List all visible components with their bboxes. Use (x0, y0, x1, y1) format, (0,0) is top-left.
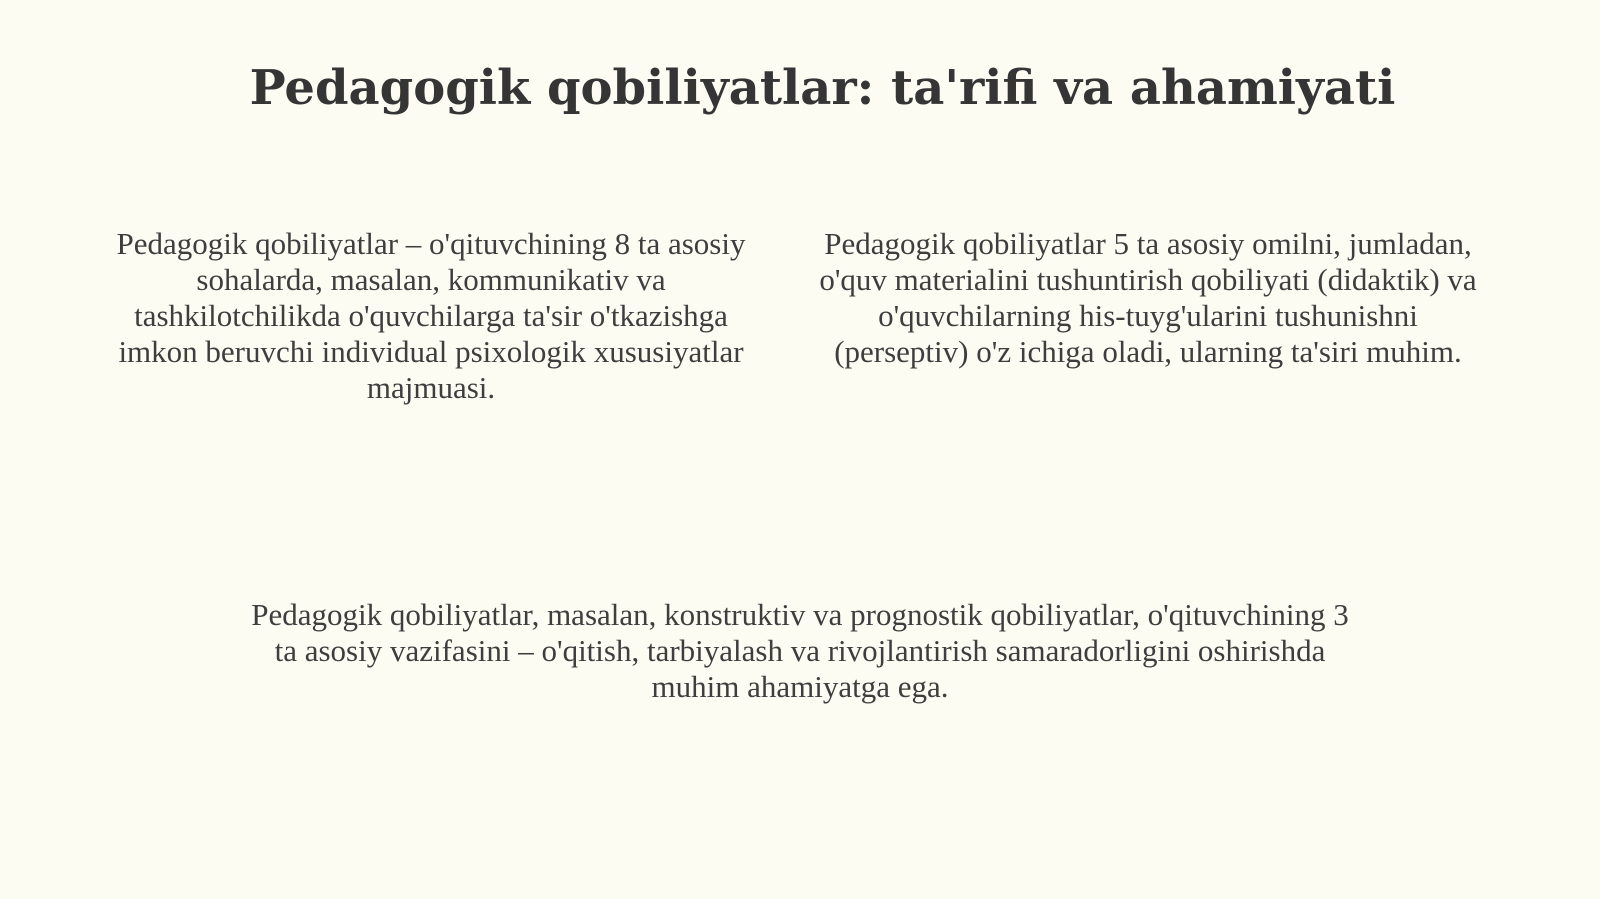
paragraph-definition: Pedagogik qobiliyatlar – o'qituvchining 8 ta asosiy sohalarda, masalan, kommunikativ va tashkilotchilikda o'quvchilarga ta'sir o'tkazishga imkon beruvchi individual psixologik xususiyatlar majmuasi. (116, 226, 746, 405)
paragraph-importance: Pedagogik qobiliyatlar, masalan, konstruktiv va prognostik qobiliyatlar, o'qituvchining 3 ta asosiy vazifasini – o'qitish, tarbiyalash va rivojlantirish samaradorligini oshirishda muhim ahamiyatga ega. (251, 597, 1349, 704)
slide-title: Pedagogik qobiliyatlar: ta'rifi va ahamiyati (249, 60, 1396, 116)
paragraph-factors: Pedagogik qobiliyatlar 5 ta asosiy omilni, jumladan, o'quv materialini tushuntirish qobiliyati (didaktik) va o'quvchilarning his-tuyg'ularini tushunishni (perseptiv) o'z ichiga oladi, ularning ta'siri muhim. (819, 226, 1477, 369)
